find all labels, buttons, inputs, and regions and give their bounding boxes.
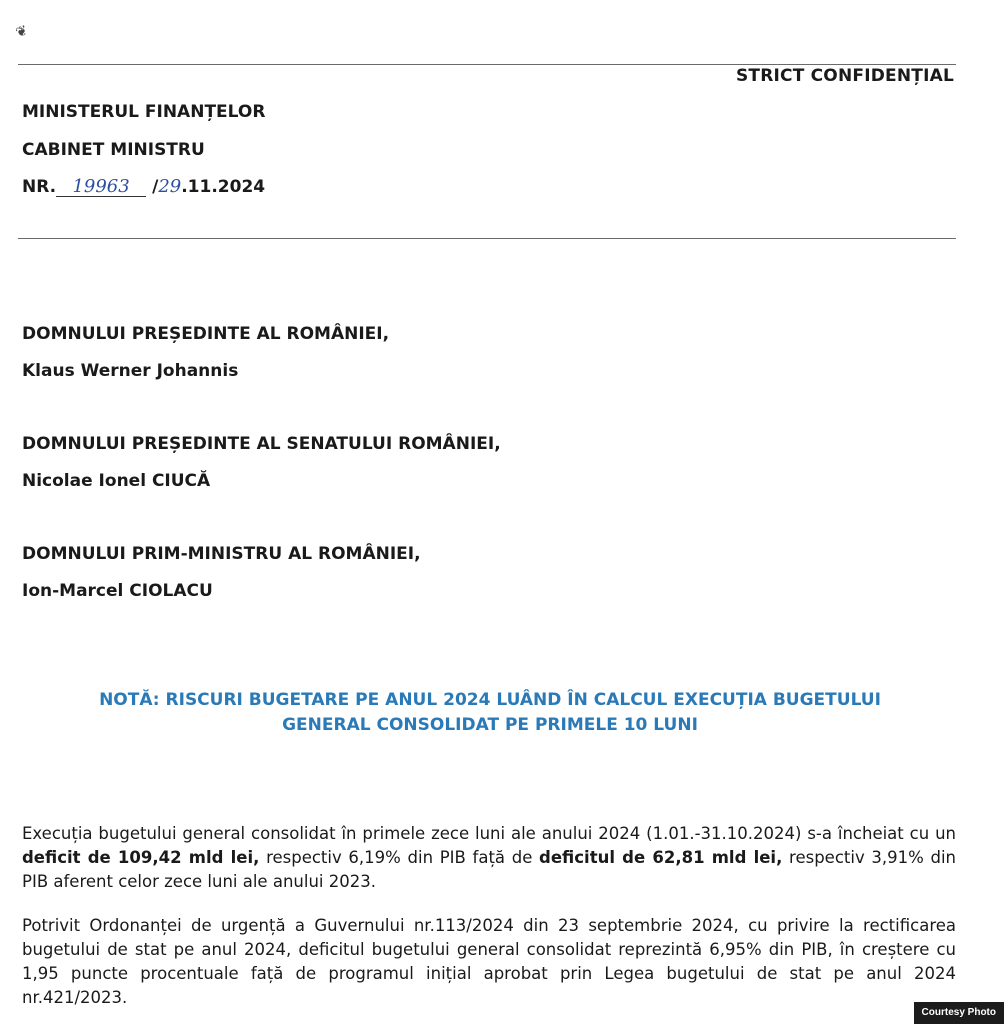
note-heading-line: NOTĂ: RISCURI BUGETARE PE ANUL 2024 LUÂND ÎN CALCUL EXECUȚIA BUGETULUI: [99, 690, 881, 710]
recipient-title: DOMNULUI PRIM-MINISTRU AL ROMÂNIEI,: [22, 544, 421, 564]
note-heading: [0, 688, 980, 738]
ministry-name: MINISTERUL FINANȚELOR: [22, 102, 266, 122]
recipient-title: DOMNULUI PREȘEDINTE AL ROMÂNIEI,: [22, 324, 390, 344]
classification-label: STRICT CONFIDENȚIAL: [735, 66, 954, 86]
photo-credit: Courtesy Photo: [914, 1002, 1004, 1024]
handwritten-day: 29: [158, 176, 182, 197]
registration-number: [22, 176, 265, 197]
handwritten-number: 19963: [56, 178, 146, 197]
body-paragraph: [22, 822, 956, 894]
date-rest: .11.2024: [181, 177, 266, 197]
paragraph-text: respectiv 3,91% din PIB aferent celor zece luni ale anului 2023.: [22, 848, 957, 891]
stamp-mark: ❦: [13, 22, 31, 42]
recipient-name: Nicolae Ionel CIUCĂ: [22, 471, 211, 491]
recipient-name: Klaus Werner Johannis: [22, 361, 239, 381]
paragraph-emphasis: deficit de 109,42 mld lei,: [22, 848, 260, 867]
recipient-name: Ion-Marcel CIOLACU: [22, 581, 213, 601]
cabinet-name: CABINET MINISTRU: [22, 140, 205, 160]
paragraph-emphasis: deficitul de 62,81 mld lei,: [539, 848, 783, 867]
note-heading-line: GENERAL CONSOLIDAT PE PRIMELE 10 LUNI: [282, 715, 698, 735]
paragraph-text: Execuția bugetului general consolidat în primele zece luni ale anului 2024 (1.01.-31.10.2024) s-a încheiat cu un: [22, 824, 956, 843]
recipient-title: DOMNULUI PREȘEDINTE AL SENATULUI ROMÂNIEI,: [22, 434, 501, 454]
header-divider: [18, 238, 956, 239]
top-rule: [18, 64, 956, 65]
date-separator: /: [152, 177, 159, 197]
paragraph-text: respectiv 6,19% din PIB față de: [259, 848, 540, 867]
number-prefix: NR.: [22, 177, 57, 197]
body-paragraph: Potrivit Ordonanței de urgență a Guvernului nr.113/2024 din 23 septembrie 2024, cu privire la rectificarea bugetului de stat pe anul 2024, deficitul bugetului general consolidat reprezintă 6,95% din PIB, în creștere cu 1,95 puncte procentuale față de programul inițial aprobat prin Legea bugetului de stat pe anul 2024 nr.421/2023.: [22, 916, 956, 1007]
